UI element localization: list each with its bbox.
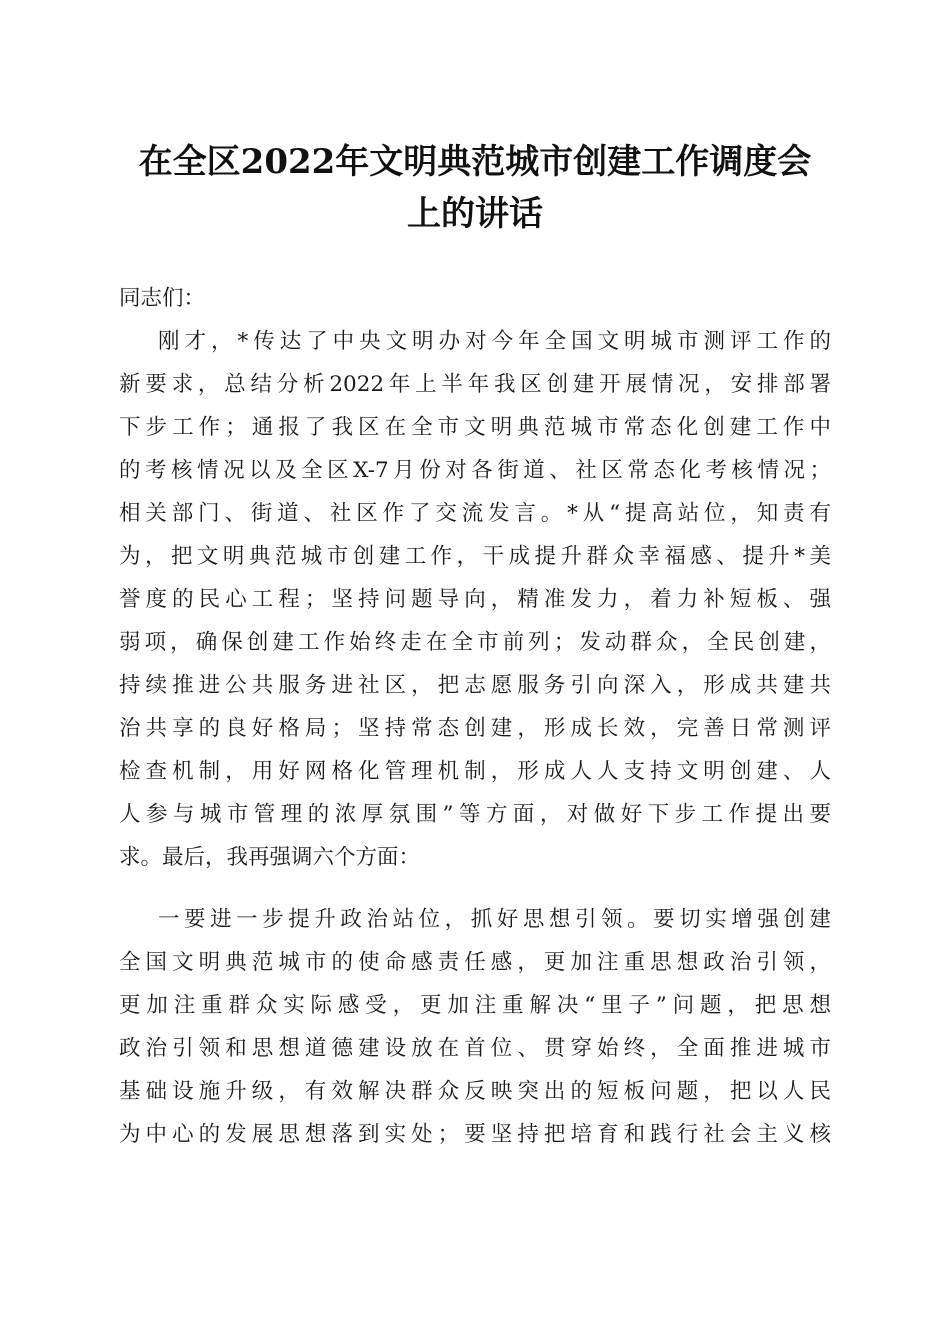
paragraph-line: 誉度的民心工程；坚持问题导向，精准发力，着力补短板、强: [119, 587, 831, 612]
paragraph-line: 求。最后，我再强调六个方面：: [119, 845, 421, 870]
paragraph-line: 弱项，确保创建工作始终走在全市前列；发动群众，全民创建，: [119, 630, 831, 655]
salutation: 同志们：: [119, 286, 206, 311]
title-line-2: 上的讲话: [407, 194, 543, 234]
paragraph-line: 下步工作；通报了我区在全市文明典范城市常态化创建工作中: [119, 415, 831, 440]
title-line-1: 在全区2022年文明典范城市创建工作调度会: [138, 142, 812, 182]
paragraph-line: 相关部门、街道、社区作了交流发言。*从“提高站位，知责有: [119, 501, 831, 526]
paragraph-line: 人参与城市管理的浓厚氛围”等方面，对做好下步工作提出要: [119, 802, 831, 827]
paragraph-line: 全国文明典范城市的使命感责任感，更加注重思想政治引领，: [119, 950, 831, 975]
paragraph-line: 的考核情况以及全区X-7月份对各街道、社区常态化考核情况；: [119, 458, 831, 483]
paragraph-line: 检查机制，用好网格化管理机制，形成人人支持文明创建、人: [119, 759, 831, 784]
paragraph-line: 一要进一步提升政治站位，抓好思想引领。要切实增强创建: [158, 907, 831, 932]
paragraph-line: 基础设施升级，有效解决群众反映突出的短板问题，把以人民: [119, 1079, 831, 1104]
paragraph-line: 新要求，总结分析2022年上半年我区创建开展情况，安排部署: [119, 372, 831, 397]
paragraph-line: 治共享的良好格局；坚持常态创建，形成长效，完善日常测评: [119, 716, 831, 741]
paragraph-line: 为，把文明典范城市创建工作，干成提升群众幸福感、提升*美: [119, 544, 831, 569]
paragraph-line: 更加注重群众实际感受，更加注重解决“里子”问题，把思想: [119, 993, 831, 1018]
document-title: [100, 136, 850, 240]
paragraph-line: 为中心的发展思想落到实处；要坚持把培育和践行社会主义核: [119, 1122, 831, 1147]
paragraph-line: 政治引领和思想道德建设放在首位、贯穿始终，全面推进城市: [119, 1036, 831, 1061]
paragraph-line: 刚才，*传达了中央文明办对今年全国文明城市测评工作的: [158, 329, 831, 354]
paragraph-line: 持续推进公共服务进社区，把志愿服务引向深入，形成共建共: [119, 673, 831, 698]
